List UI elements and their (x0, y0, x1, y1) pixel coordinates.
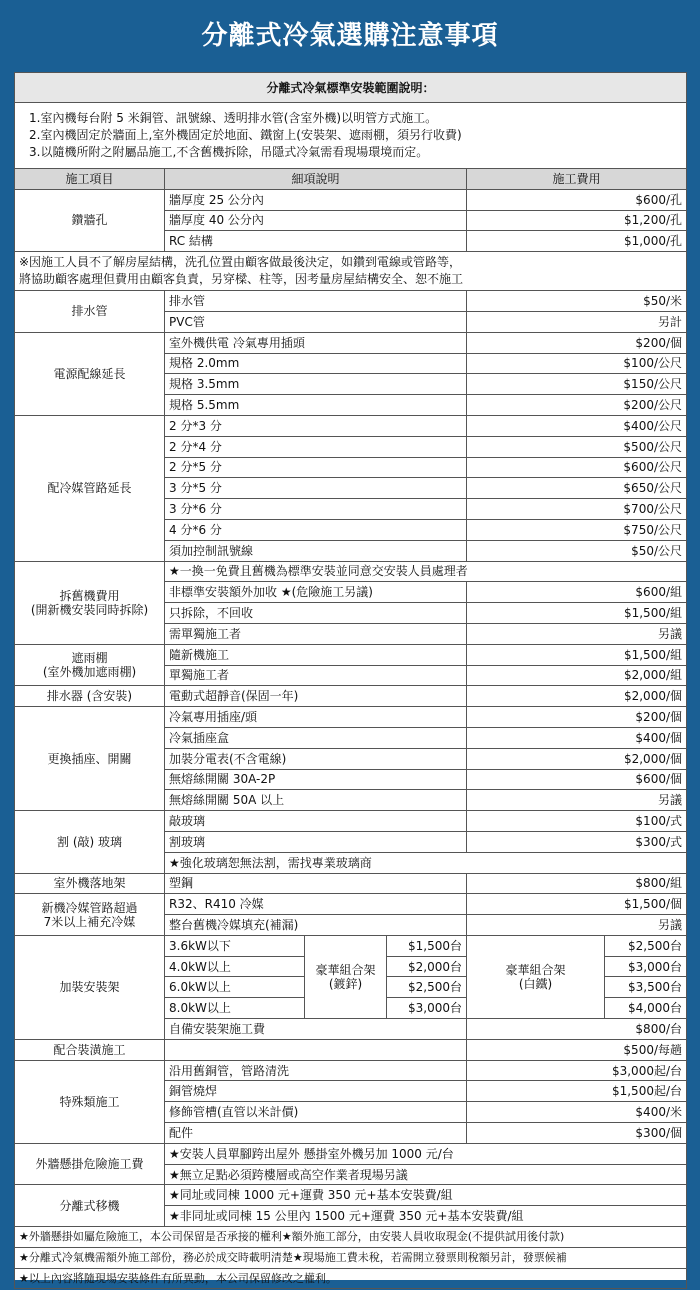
detail-cell: ★強化玻璃恕無法割，需找專業玻璃商 (165, 852, 687, 873)
item-label: 配冷媒管路延長 (47, 481, 132, 496)
footer-note: ★分離式冷氣機需額外施工部份，務必於成交時載明清楚★現場施工費未稅，若需開立發票則稅額另計，發票候補 (15, 1247, 687, 1268)
detail-cell: 2 分*5 分 (165, 457, 467, 478)
note-line: 將協助顧客處理但費用由顧客負責，另穿樑、柱等，因考量房屋結構安全、恕不施工 (19, 272, 464, 287)
detail-cell: 塑鋼 (165, 873, 467, 894)
fee-cell: $50/米 (467, 291, 687, 312)
table-row (15, 189, 687, 210)
detail-cell: 隨新機施工 (165, 644, 467, 665)
table-row (15, 1039, 687, 1060)
fee-cell: $2,000/個 (467, 748, 687, 769)
detail-cell: 割玻璃 (165, 831, 467, 852)
item-name (15, 189, 165, 251)
detail-cell: PVC管 (165, 311, 467, 332)
drill-note (15, 252, 687, 291)
detail-cell: 加裝分電表(不含電線) (165, 748, 467, 769)
detail-cell: 只拆除，不回收 (165, 603, 467, 624)
price-galvanized: $2,500台 (387, 977, 467, 998)
item-label: 特殊類施工 (59, 1094, 120, 1109)
item-label: 電源配線延長 (53, 366, 126, 381)
page-title: 分離式冷氣選購注意事項 (201, 20, 499, 51)
price-galvanized: $3,000台 (387, 998, 467, 1019)
fee-cell: 另議 (467, 623, 687, 644)
table-row (15, 415, 687, 436)
detail-cell: 2 分*3 分 (165, 415, 467, 436)
fee-cell: $50/公尺 (467, 540, 687, 561)
fee-cell: $1,000/孔 (467, 231, 687, 252)
table-row (15, 894, 687, 915)
price-steel: $2,500台 (605, 935, 687, 956)
detail-cell: 需單獨施工者 (165, 623, 467, 644)
fee-cell: $300/式 (467, 831, 687, 852)
table-row (15, 644, 687, 665)
group-label-sub: (白鐵) (518, 976, 553, 991)
detail-cell: R32、R410 冷媒 (165, 894, 467, 915)
item-name: 排水器 (含安裝) (15, 686, 165, 707)
fee-cell: $1,200/孔 (467, 210, 687, 231)
table-row (15, 561, 687, 582)
bracket-steel (467, 935, 605, 1018)
detail-cell: 自備安裝架施工費 (165, 1019, 467, 1040)
header-row (15, 169, 687, 190)
fee-cell: $750/公尺 (467, 519, 687, 540)
fee-cell: $1,500/個 (467, 894, 687, 915)
header-item: 施工項目 (15, 169, 165, 190)
detail-cell (165, 1039, 467, 1060)
table-row (15, 707, 687, 728)
detail-cell: 排水管 (165, 291, 467, 312)
fee-cell: $400/個 (467, 727, 687, 748)
detail-cell: 單獨施工者 (165, 665, 467, 686)
item-name (15, 894, 165, 936)
footer-note: ★外牆懸掛如屬危險施工，本公司保留是否承接的權利★額外施工部分，由安裝人員收取現金(不提供試用後付款) (15, 1227, 687, 1248)
detail-cell: 3 分*5 分 (165, 478, 467, 499)
price-sheet (14, 72, 686, 1285)
header-detail: 細項說明 (165, 169, 467, 190)
table-row (15, 873, 687, 894)
item-name: 分離式移機 (15, 1185, 165, 1227)
fee-cell: $800/台 (467, 1019, 687, 1040)
detail-cell: ★無立足點必須跨樓層或高空作業者現場另議 (165, 1164, 687, 1185)
item-name: 加裝安裝架 (15, 935, 165, 1039)
detail-cell: 敲玻璃 (165, 811, 467, 832)
detail-cell: 冷氣插座盒 (165, 727, 467, 748)
item-name (15, 415, 165, 561)
fee-cell: $2,000/組 (467, 665, 687, 686)
item-label: 更換插座、開關 (47, 751, 132, 766)
price-steel: $3,000台 (605, 956, 687, 977)
drill-note-row (15, 252, 687, 291)
item-name: 配合裝潢施工 (15, 1039, 165, 1060)
detail-cell: ★同址或同棟 1000 元+運費 350 元+基本安裝費/組 (165, 1185, 687, 1206)
detail-cell: ★安裝人員單腳跨出屋外 懸掛室外機另加 1000 元/台 (165, 1143, 687, 1164)
detail-cell: 無熔絲開關 30A-2P (165, 769, 467, 790)
detail-cell: 冷氣專用插座/頭 (165, 707, 467, 728)
intro-line: 1.室內機每台附 5 米銅管、訊號線、透明排水管(含室外機)以明管方式施工。 (29, 111, 438, 125)
item-label: 鑽牆孔 (71, 213, 108, 228)
item-label-sub: (室外機加遮雨棚) (42, 665, 137, 680)
item-name: 外牆懸掛危險施工費 (15, 1143, 165, 1185)
table-row (15, 1143, 687, 1164)
fee-cell: $600/組 (467, 582, 687, 603)
item-name: 割 (敲) 玻璃 (15, 811, 165, 873)
fee-cell: $3,000起/台 (467, 1060, 687, 1081)
item-name (15, 291, 165, 333)
fee-cell: $300/個 (467, 1123, 687, 1144)
detail-cell: 整台舊機冷媒填充(補漏) (165, 915, 467, 936)
item-label-sub: (開新機安裝同時拆除) (30, 602, 149, 617)
fee-cell: $650/公尺 (467, 478, 687, 499)
fee-cell: $1,500/組 (467, 644, 687, 665)
item-label: 拆舊機費用 (59, 588, 120, 603)
detail-cell: 電動式超靜音(保固一年) (165, 686, 467, 707)
group-label: 豪華組合架 (315, 962, 376, 977)
intro-notes (15, 103, 687, 169)
price-table (14, 72, 687, 1289)
detail-cell: 銅管燒焊 (165, 1081, 467, 1102)
fee-cell: $1,500起/台 (467, 1081, 687, 1102)
item-name (15, 1060, 165, 1143)
fee-cell: $400/米 (467, 1102, 687, 1123)
detail-cell: ★非同址或同棟 15 公里內 1500 元+運費 350 元+基本安裝費/組 (165, 1206, 687, 1227)
fee-cell: $800/組 (467, 873, 687, 894)
item-name (15, 644, 165, 686)
table-row (15, 291, 687, 312)
fee-cell: 另議 (467, 790, 687, 811)
spec-cell: 6.0kW以上 (165, 977, 305, 998)
bracket-galvanized (305, 935, 387, 1018)
fee-cell: $100/式 (467, 811, 687, 832)
item-label: 遮雨棚 (71, 651, 108, 666)
fee-cell: $100/公尺 (467, 353, 687, 374)
subtitle-row (15, 73, 687, 103)
item-label: 新機冷媒管路超過 (41, 900, 138, 915)
fee-cell: $2,000/個 (467, 686, 687, 707)
detail-cell: 沿用舊銅管，管路清洗 (165, 1060, 467, 1081)
detail-cell: 無熔絲開關 50A 以上 (165, 790, 467, 811)
fee-cell: $500/公尺 (467, 436, 687, 457)
detail-cell: 規格 2.0mm (165, 353, 467, 374)
intro-line: 3.以隨機所附之附屬品施工,不含舊機拆除，吊隱式冷氣需看現場環境而定。 (29, 145, 429, 159)
table-row (15, 1060, 687, 1081)
footer-row (15, 1268, 687, 1289)
header-fee: 施工費用 (467, 169, 687, 190)
table-row (15, 332, 687, 353)
detail-cell: 配件 (165, 1123, 467, 1144)
spec-cell: 3.6kW以下 (165, 935, 305, 956)
table-row (15, 1185, 687, 1206)
fee-cell: $600/孔 (467, 189, 687, 210)
fee-cell: $150/公尺 (467, 374, 687, 395)
item-label: 排水管 (71, 304, 108, 319)
fee-cell: 另議 (467, 915, 687, 936)
fee-cell: $200/公尺 (467, 395, 687, 416)
note-line: ※因施工人員不了解房屋結構，洗孔位置由顧客做最後決定，如鑽到電線或管路等， (19, 255, 462, 270)
price-galvanized: $1,500台 (387, 935, 467, 956)
price-steel: $3,500台 (605, 977, 687, 998)
group-label: 豪華組合架 (505, 962, 566, 977)
footer-row (15, 1227, 687, 1248)
detail-cell: 規格 3.5mm (165, 374, 467, 395)
fee-cell: 另計 (467, 311, 687, 332)
fee-cell: $500/每趟 (467, 1039, 687, 1060)
table-row (15, 686, 687, 707)
detail-cell: 3 分*6 分 (165, 499, 467, 520)
spec-cell: 4.0kW以上 (165, 956, 305, 977)
group-label-sub: (鍍鋅) (328, 976, 363, 991)
detail-cell: 規格 5.5mm (165, 395, 467, 416)
table-row (15, 811, 687, 832)
price-galvanized: $2,000台 (387, 956, 467, 977)
fee-cell: $700/公尺 (467, 499, 687, 520)
bracket-row (15, 935, 687, 956)
spec-cell: 8.0kW以上 (165, 998, 305, 1019)
fee-cell: $400/公尺 (467, 415, 687, 436)
item-name (15, 332, 165, 415)
detail-cell: 須加控制訊號線 (165, 540, 467, 561)
item-name: 室外機落地架 (15, 873, 165, 894)
detail-cell: 室外機供電 冷氣專用插頭 (165, 332, 467, 353)
item-name (15, 561, 165, 644)
fee-cell: $200/個 (467, 707, 687, 728)
detail-cell: 牆厚度 40 公分內 (165, 210, 467, 231)
item-name (15, 707, 165, 811)
fee-cell: $200/個 (467, 332, 687, 353)
fee-cell: $1,500/組 (467, 603, 687, 624)
detail-cell: 牆厚度 25 公分內 (165, 189, 467, 210)
subtitle: 分離式冷氣標準安裝範圍說明： (15, 73, 687, 103)
fee-cell: $600/公尺 (467, 457, 687, 478)
detail-cell: 4 分*6 分 (165, 519, 467, 540)
intro-line: 2.室內機固定於牆面上,室外機固定於地面、鐵窗上(安裝架、遮雨棚，須另行收費) (29, 128, 462, 142)
item-label-sub: 7米以上補充冷媒 (43, 914, 136, 929)
footer-row (15, 1247, 687, 1268)
detail-cell: RC 結構 (165, 231, 467, 252)
detail-cell: 非標準安裝額外加收 ★(危險施工另議) (165, 582, 467, 603)
footer-note: ★以上內容將隨現場安裝條件有所異動，本公司保留修改之權利。 (15, 1268, 687, 1289)
price-steel: $4,000台 (605, 998, 687, 1019)
intro-row (15, 103, 687, 169)
detail-cell: ★一換一免費且舊機為標準安裝並同意交安裝人員處理者 (165, 561, 687, 582)
detail-cell: 2 分*4 分 (165, 436, 467, 457)
detail-cell: 修飾管槽(直管以米計價) (165, 1102, 467, 1123)
fee-cell: $600/個 (467, 769, 687, 790)
